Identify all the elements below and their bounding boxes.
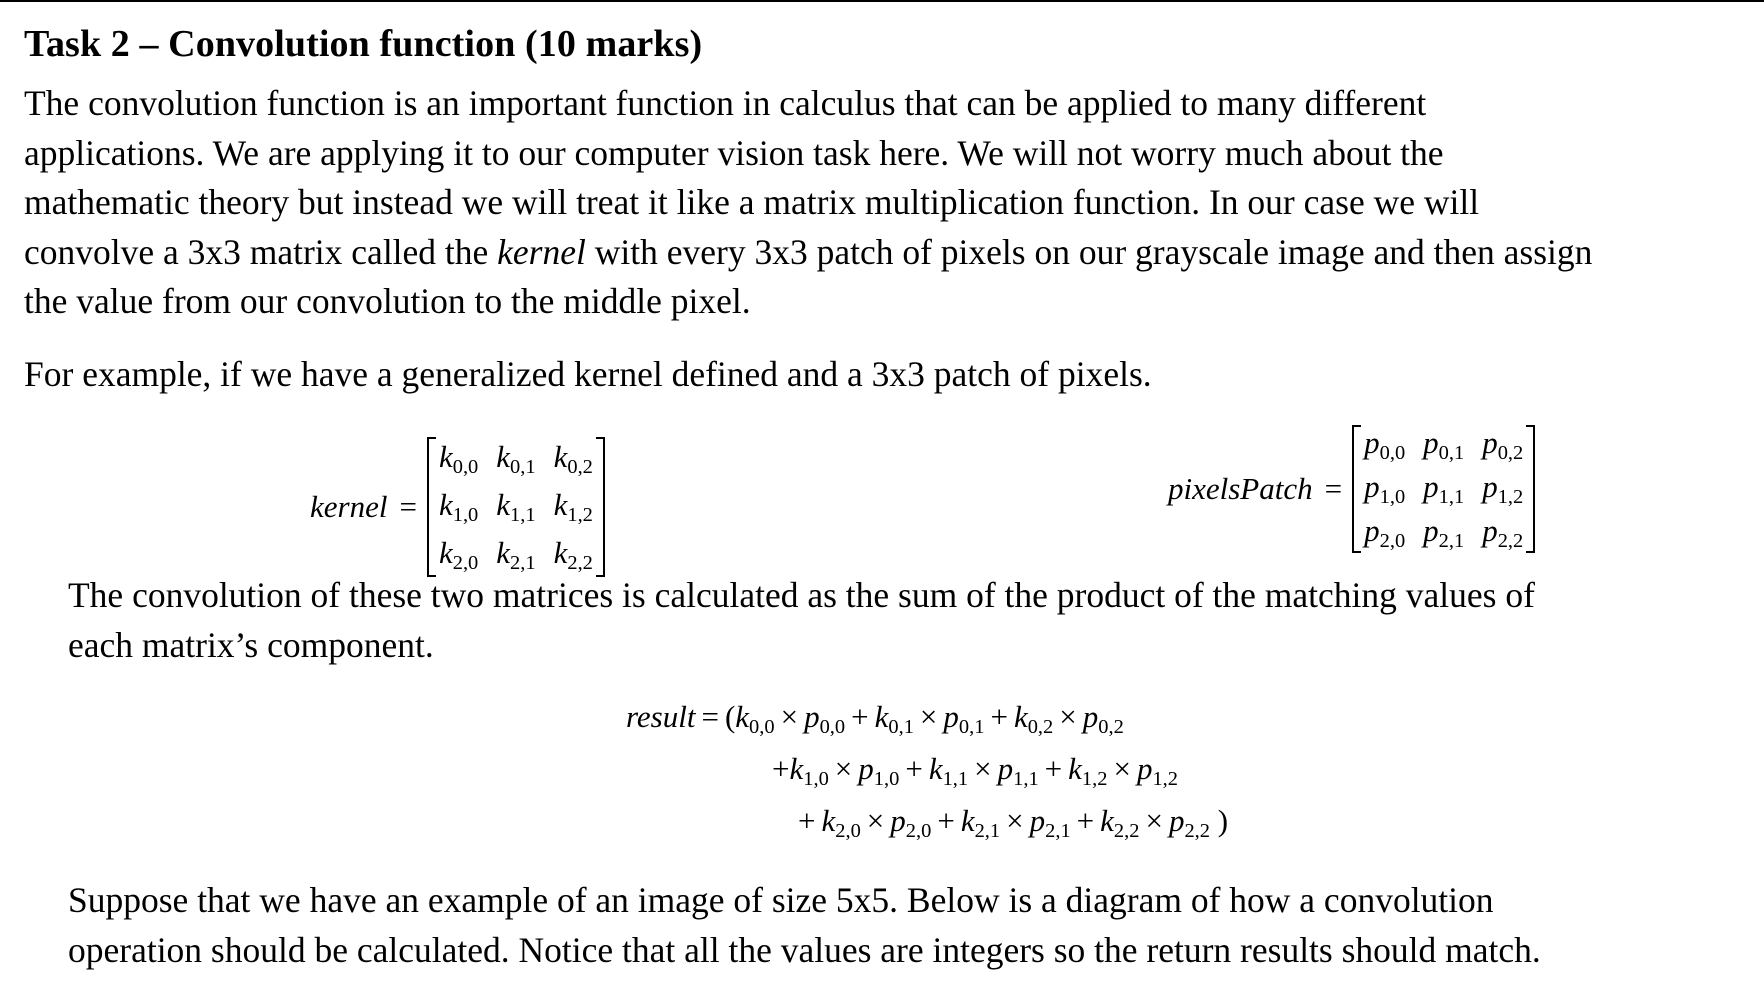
pixels-matrix-row xyxy=(1360,467,1527,511)
result-plus: + xyxy=(798,803,816,838)
result-pixel-term xyxy=(1168,803,1210,842)
pixels-matrix-entry-symbol: p xyxy=(1423,469,1439,504)
result-pixel-term-symbol: p xyxy=(890,803,906,838)
result-times: × xyxy=(780,699,799,734)
result-pixel-term-subscript: 2,1 xyxy=(1045,819,1071,842)
pixels-matrix-entry-symbol: p xyxy=(1482,513,1498,548)
pixels-matrix-entry-subscript: 0,0 xyxy=(1379,441,1406,464)
kernel-matrix-entry xyxy=(438,439,479,478)
result-kernel-term-subscript: 1,0 xyxy=(803,767,829,790)
intro-line-4 xyxy=(24,228,1592,278)
result-pixel-term-symbol: p xyxy=(1082,699,1099,734)
kernel-matrix-entry-symbol: k xyxy=(553,535,568,570)
intro-line-4-end: with every 3x3 patch of pixels on our grayscale image and then assign xyxy=(585,231,1593,272)
kernel-matrix-entry xyxy=(553,535,593,574)
result-plus: + xyxy=(905,751,923,786)
result-kernel-term-symbol: k xyxy=(1100,803,1114,838)
pixels-matrix-entry-symbol: p xyxy=(1364,469,1380,504)
kernel-label: kernel xyxy=(310,489,388,524)
intro-line-3: mathematic theory but instead we will treat it like a matrix multiplication function. In our case we will xyxy=(24,182,1480,222)
result-pixel-term xyxy=(1082,699,1124,738)
pixels-matrix-entry-subscript: 2,0 xyxy=(1379,529,1406,552)
result-kernel-term xyxy=(1100,803,1140,842)
kernel-matrix-entry xyxy=(496,535,536,574)
pixels-matrix-body xyxy=(1360,423,1527,555)
result-pixel-term-symbol: p xyxy=(1029,803,1046,838)
pixels-matrix-entry-symbol: p xyxy=(1482,425,1498,460)
kernel-matrix-entry-subscript: 2,1 xyxy=(510,551,536,574)
result-pixel-term-symbol: p xyxy=(943,699,959,734)
convolution-line-2: each matrix’s component. xyxy=(68,624,434,665)
result-plus: + xyxy=(772,751,790,786)
result-pixel-term-subscript: 0,1 xyxy=(958,715,985,738)
kernel-matrix-entry-symbol: k xyxy=(438,439,453,474)
pixels-matrix-entry-symbol: p xyxy=(1423,513,1439,548)
kernel-matrix-row xyxy=(435,435,597,483)
kernel-matrix-entry xyxy=(438,487,479,526)
example-line: For example, if we have a generalized kernel defined and a 3x3 patch of pixels. xyxy=(24,354,1152,394)
kernel-matrix-entry-subscript: 0,0 xyxy=(452,455,479,478)
pixels-matrix-entry-subscript: 2,1 xyxy=(1438,529,1465,552)
kernel-matrix-entry-symbol: k xyxy=(496,535,511,570)
pixels-matrix-entry xyxy=(1423,425,1465,464)
pixels-matrix-entry xyxy=(1364,425,1406,464)
result-times: × xyxy=(834,751,853,786)
result-close-paren: ) xyxy=(1209,803,1229,838)
result-kernel-term xyxy=(1013,699,1054,738)
pixels-patch-equals: = xyxy=(1324,471,1343,506)
kernel-matrix-entry-symbol: k xyxy=(553,439,568,474)
result-pixel-term-symbol: p xyxy=(1168,803,1185,838)
pixels-matrix-entry xyxy=(1423,513,1465,552)
kernel-matrix-row xyxy=(435,483,597,531)
pixels-matrix-entry-subscript: 0,2 xyxy=(1497,441,1524,464)
suppose-paragraph xyxy=(68,876,1541,975)
result-kernel-term-symbol: k xyxy=(735,699,750,734)
kernel-matrix-entry-subscript: 1,0 xyxy=(452,503,479,526)
intro-line-4-start: convolve a 3x3 matrix called the xyxy=(24,231,498,272)
pixels-matrix-cell xyxy=(1419,423,1478,467)
pixels-matrix-entry xyxy=(1482,469,1524,508)
result-times: × xyxy=(1006,803,1024,838)
kernel-matrix-entry xyxy=(496,487,536,526)
result-pixel-term xyxy=(804,699,846,738)
kernel-matrix-entry-subscript: 1,1 xyxy=(510,503,536,526)
suppose-line-2: operation should be calculated. Notice that all the values are integers so the return results should match. xyxy=(68,929,1541,970)
pixels-matrix-entry xyxy=(1364,469,1406,508)
kernel-matrix-entry-symbol: k xyxy=(553,487,568,522)
pixels-matrix-entry-subscript: 2,2 xyxy=(1497,529,1524,552)
pixels-patch-label: pixelsPatch xyxy=(1168,471,1313,506)
result-kernel-term-symbol: k xyxy=(821,803,836,838)
result-pixel-term xyxy=(1029,803,1071,842)
result-plus: + xyxy=(990,699,1008,734)
result-kernel-term xyxy=(1068,751,1108,790)
pixels-matrix-row xyxy=(1360,511,1527,555)
result-kernel-term-subscript: 0,2 xyxy=(1027,715,1054,738)
pixels-matrix-entry-subscript: 1,2 xyxy=(1497,485,1524,508)
kernel-matrix-entry xyxy=(553,439,593,478)
kernel-matrix-cell xyxy=(550,435,597,483)
result-kernel-term xyxy=(928,751,969,790)
result-times: × xyxy=(1145,803,1163,838)
result-pixel-term-symbol: p xyxy=(1136,751,1153,786)
result-line-2 xyxy=(772,751,1178,790)
kernel-equals: = xyxy=(399,489,417,524)
kernel-matrix-entry-subscript: 1,2 xyxy=(567,503,593,526)
result-times: × xyxy=(919,699,938,734)
result-plus: + xyxy=(851,699,869,734)
kernel-matrix-entry-symbol: k xyxy=(496,487,511,522)
result-pixel-term-subscript: 2,0 xyxy=(905,819,932,842)
kernel-matrix-entry-symbol: k xyxy=(438,487,453,522)
kernel-matrix-cell xyxy=(435,483,492,531)
result-pixel-term-subscript: 1,1 xyxy=(1013,767,1039,790)
result-kernel-term-symbol: k xyxy=(960,803,975,838)
pixels-matrix-entry-symbol: p xyxy=(1423,425,1439,460)
kernel-matrix-entry-subscript: 2,2 xyxy=(567,551,593,574)
result-times: × xyxy=(866,803,885,838)
result-kernel-term xyxy=(960,803,1001,842)
pixels-matrix-cell xyxy=(1419,467,1478,511)
result-pixel-term-subscript: 2,2 xyxy=(1184,819,1210,842)
result-kernel-term xyxy=(874,699,914,738)
pixels-matrix-cell xyxy=(1419,511,1478,555)
result-pixel-term-symbol: p xyxy=(804,699,820,734)
result-equals: = xyxy=(701,699,719,734)
result-kernel-term-subscript: 2,1 xyxy=(974,819,1001,842)
result-pixel-term xyxy=(997,751,1039,790)
result-kernel-term xyxy=(735,699,775,738)
kernel-matrix-entry-subscript: 2,0 xyxy=(452,551,479,574)
kernel-matrix-entry-symbol: k xyxy=(496,439,511,474)
pixels-matrix-cell xyxy=(1360,423,1419,467)
result-kernel-term-subscript: 1,1 xyxy=(942,767,969,790)
pixels-matrix-cell xyxy=(1478,423,1527,467)
kernel-equation xyxy=(310,435,605,579)
pixels-matrix-entry xyxy=(1364,513,1406,552)
result-kernel-term xyxy=(821,803,861,842)
kernel-matrix-entry xyxy=(438,535,479,574)
result-kernel-term-subscript: 1,2 xyxy=(1081,767,1108,790)
kernel-matrix-entry-symbol: k xyxy=(438,535,453,570)
kernel-matrix-cell xyxy=(492,435,549,483)
kernel-matrix-cell xyxy=(435,435,492,483)
pixels-matrix-entry-subscript: 1,0 xyxy=(1379,485,1406,508)
kernel-matrix-cell xyxy=(492,483,549,531)
intro-line-2: applications. We are applying it to our computer vision task here. We will not worry much about the xyxy=(24,132,1444,173)
result-open-paren: ( xyxy=(724,699,736,734)
kernel-matrix-entry xyxy=(496,439,536,478)
result-pixel-term-subscript: 0,0 xyxy=(819,715,846,738)
suppose-line-1: Suppose that we have an example of an image of size 5x5. Below is a diagram of how a convolution xyxy=(68,880,1494,920)
kernel-matrix xyxy=(427,435,605,579)
result-kernel-term-symbol: k xyxy=(1068,751,1082,786)
result-plus: + xyxy=(937,803,955,838)
result-pixel-term xyxy=(943,699,985,738)
intro-line-5: the value from our convolution to the middle pixel. xyxy=(24,281,751,321)
result-pixel-term-subscript: 0,2 xyxy=(1098,715,1124,738)
result-times: × xyxy=(1059,699,1077,734)
pixels-matrix-cell xyxy=(1360,511,1419,555)
result-kernel-term-subscript: 2,2 xyxy=(1113,819,1140,842)
result-pixel-term xyxy=(1136,751,1178,790)
result-kernel-term-subscript: 0,0 xyxy=(749,715,775,738)
pixels-matrix-entry-symbol: p xyxy=(1364,425,1380,460)
result-kernel-term xyxy=(789,751,829,790)
pixels-patch-matrix xyxy=(1352,423,1535,555)
result-line-3 xyxy=(792,803,1229,842)
result-pixel-term xyxy=(890,803,932,842)
result-kernel-term-subscript: 2,0 xyxy=(835,819,861,842)
pixels-matrix-entry-symbol: p xyxy=(1482,469,1498,504)
result-pixel-term-symbol: p xyxy=(997,751,1014,786)
kernel-matrix-entry-subscript: 0,1 xyxy=(510,455,536,478)
result-pixel-term-symbol: p xyxy=(858,751,874,786)
kernel-matrix-body xyxy=(435,435,597,579)
result-kernel-term-symbol: k xyxy=(874,699,889,734)
pixels-matrix-entry-subscript: 0,1 xyxy=(1438,441,1465,464)
intro-line-1: The convolution function is an important function in calculus that can be applied to many different xyxy=(24,83,1427,123)
result-pixel-term xyxy=(858,751,900,790)
pixels-matrix-entry-symbol: p xyxy=(1364,513,1380,548)
result-times: × xyxy=(974,751,992,786)
result-kernel-term-symbol: k xyxy=(789,751,804,786)
kernel-matrix-entry xyxy=(553,487,593,526)
pixels-matrix-entry-subscript: 1,1 xyxy=(1438,485,1465,508)
section-heading: Task 2 – Convolution function (10 marks) xyxy=(24,23,703,65)
pixels-matrix-cell xyxy=(1478,511,1527,555)
intro-paragraph xyxy=(24,79,1592,327)
convolution-line-1: The convolution of these two matrices is calculated as the sum of the product of the matching values of xyxy=(68,575,1535,615)
pixels-matrix-cell xyxy=(1360,467,1419,511)
kernel-matrix-entry-subscript: 0,2 xyxy=(567,455,593,478)
pixels-matrix-entry xyxy=(1423,469,1465,508)
result-line-1 xyxy=(626,699,1124,738)
top-rule xyxy=(0,0,1764,2)
example-paragraph xyxy=(24,350,1152,400)
result-plus: + xyxy=(1044,751,1063,786)
pixels-matrix-entry xyxy=(1482,425,1524,464)
pixels-matrix-cell xyxy=(1478,467,1527,511)
result-plus: + xyxy=(1076,803,1095,838)
result-kernel-term-symbol: k xyxy=(928,751,943,786)
pixels-patch-equation xyxy=(1168,423,1535,555)
result-pixel-term-subscript: 1,2 xyxy=(1152,767,1178,790)
kernel-term: kernel xyxy=(497,231,586,272)
pixels-matrix-entry xyxy=(1482,513,1524,552)
result-kernel-term-subscript: 0,1 xyxy=(888,715,914,738)
result-times: × xyxy=(1113,751,1131,786)
pixels-matrix-row xyxy=(1360,423,1527,467)
result-label: result xyxy=(626,699,696,734)
kernel-matrix-cell xyxy=(550,483,597,531)
convolution-paragraph xyxy=(68,571,1535,670)
result-pixel-term-subscript: 1,0 xyxy=(873,767,900,790)
result-kernel-term-symbol: k xyxy=(1013,699,1028,734)
